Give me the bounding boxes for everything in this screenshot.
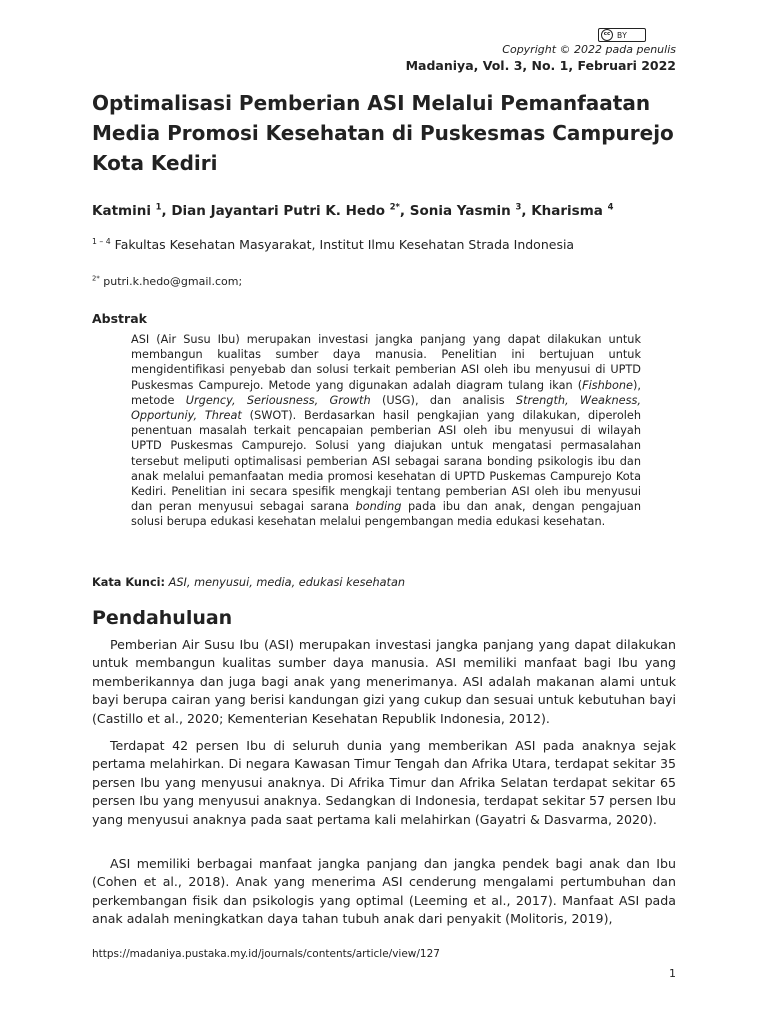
keywords-value: ASI, menyusui, media, edukasi kesehatan	[168, 576, 406, 589]
author-sup: 4	[607, 201, 614, 212]
body-paragraph: ASI memiliki berbagai manfaat jangka panjang dan jangka pendek bagi anak dan Ibu (Cohen et al., 2018). Anak yang menerima ASI cenderung mengalami pertumbuhan dan perkembangan fisik dan psikologis yang optimal (Leeming et al., 2017). Manfaat ASI pada anak adalah meningkatkan daya tahan tubuh anak dari penyakit (Molitoris, 2019),	[92, 856, 676, 927]
footer-url-link[interactable]: https://madaniya.pustaka.my.id/journals/contents/article/view/127	[92, 948, 440, 960]
author-name: Katmini	[92, 203, 151, 219]
keywords	[92, 576, 692, 589]
cc-icon: cc	[601, 29, 613, 41]
affiliation-sup: 1 – 4	[92, 236, 111, 246]
author-sup: 3	[515, 201, 522, 212]
author-name: Dian Jayantari Putri K. Hedo	[171, 203, 386, 219]
author-sup: 2*	[389, 201, 400, 212]
body-paragraph: Terdapat 42 persen Ibu di seluruh dunia yang memberikan ASI pada anaknya sejak pertama melahirkan. Di negara Kawasan Timur Tengah dan Afrika Utara, terdapat sekitar 35 persen Ibu yang menyusui anaknya. Di Afrika Timur dan Afrika Selatan terdapat sekitar 65 persen Ibu yang menyusui anaknya. Sedangkan di Indonesia, terdapat sekitar 57 persen Ibu yang menyusui anaknya pada saat pertama kali melahirkan (Gayatri & Dasvarma, 2020).	[92, 738, 676, 827]
keywords-label: Kata Kunci:	[92, 576, 166, 589]
abstract-body: ASI (Air Susu Ibu) merupakan investasi jangka panjang yang dapat dilakukan untuk membangun kualitas sumber daya manusia. Penelitian ini bertujuan untuk mengidentifikasi penyebab dan solusi terkait pemberian ASI oleh ibu menyusui di UPTD Puskesmas Campurejo. Metode yang digunakan adalah diagram tulang ikan (Fishbone), metode Urgency, Seriousness, Growth (USG), dan analisis Strength, Weakness, Opportuniy, Threat (SWOT). Berdasarkan hasil pengkajian yang dilakukan, diperoleh penentuan masalah terkait pencapaian pemberian ASI oleh ibu menyusui di wilayah UPTD Puskesmas Campurejo. Solusi yang diajukan untuk mengatasi permasalahan tersebut meliputi optimalisasi pemberian ASI sebagai sarana bonding psikologis ibu dan anak melalui pemanfaatan media promosi kesehatan di UPTD Puskemas Campurejo Kota Kediri. Penelitian ini secara spesifik mengkaji tentang pemberian ASI oleh ibu menyusui dan peran menyusui sebagai sarana bonding pada ibu dan anak, dengan pengajuan solusi berupa edukasi kesehatan melalui pengembangan media edukasi kesehatan.	[131, 333, 641, 529]
abstract-heading: Abstrak	[92, 311, 147, 326]
journal-citation: Madaniya, Vol. 3, No. 1, Februari 2022	[405, 58, 676, 73]
copyright-line: Copyright © 2022 pada penulis	[502, 43, 676, 56]
email-sup: 2*	[92, 274, 100, 283]
corresponding-email	[92, 275, 692, 288]
author-name: Kharisma	[531, 203, 603, 219]
body-paragraph: Pemberian Air Susu Ibu (ASI) merupakan investasi jangka panjang yang dapat dilakukan untuk membangun kualitas sumber daya manusia. ASI memiliki manfaat bagi Ibu yang memberikannya dan juga bagi anak yang menerimanya. ASI adalah makanan alami untuk bayi berupa cairan yang berisi kandungan gizi yang cukup dan sesuai untuk kebutuhan bayi (Castillo et al., 2020; Kementerian Kesehatan Republik Indonesia, 2012).	[92, 637, 676, 726]
author-list: Katmini $^1$, Dian Jayantari Putri K. Hedo $^{2*}$, Sonia Yasmin $^3$, Kharisma $^4$	[92, 201, 614, 219]
paper-title: Optimalisasi Pemberian ASI Melalui Pemanfaatan Media Promosi Kesehatan di Puskesmas Campurejo Kota Kediri	[92, 91, 674, 175]
author-name: Sonia Yasmin	[409, 203, 511, 219]
cc-by-label: BY	[617, 30, 628, 40]
section-heading: Pendahuluan	[92, 607, 233, 629]
email-text[interactable]: putri.k.hedo@gmail.com;	[103, 275, 243, 288]
cc-license-badge	[598, 28, 646, 42]
affiliation-text: Fakultas Kesehatan Masyarakat, Institut Ilmu Kesehatan Strada Indonesia	[114, 237, 575, 252]
affiliation	[92, 237, 692, 252]
page-number: 1	[669, 967, 676, 980]
author-sup: 1	[155, 201, 162, 212]
